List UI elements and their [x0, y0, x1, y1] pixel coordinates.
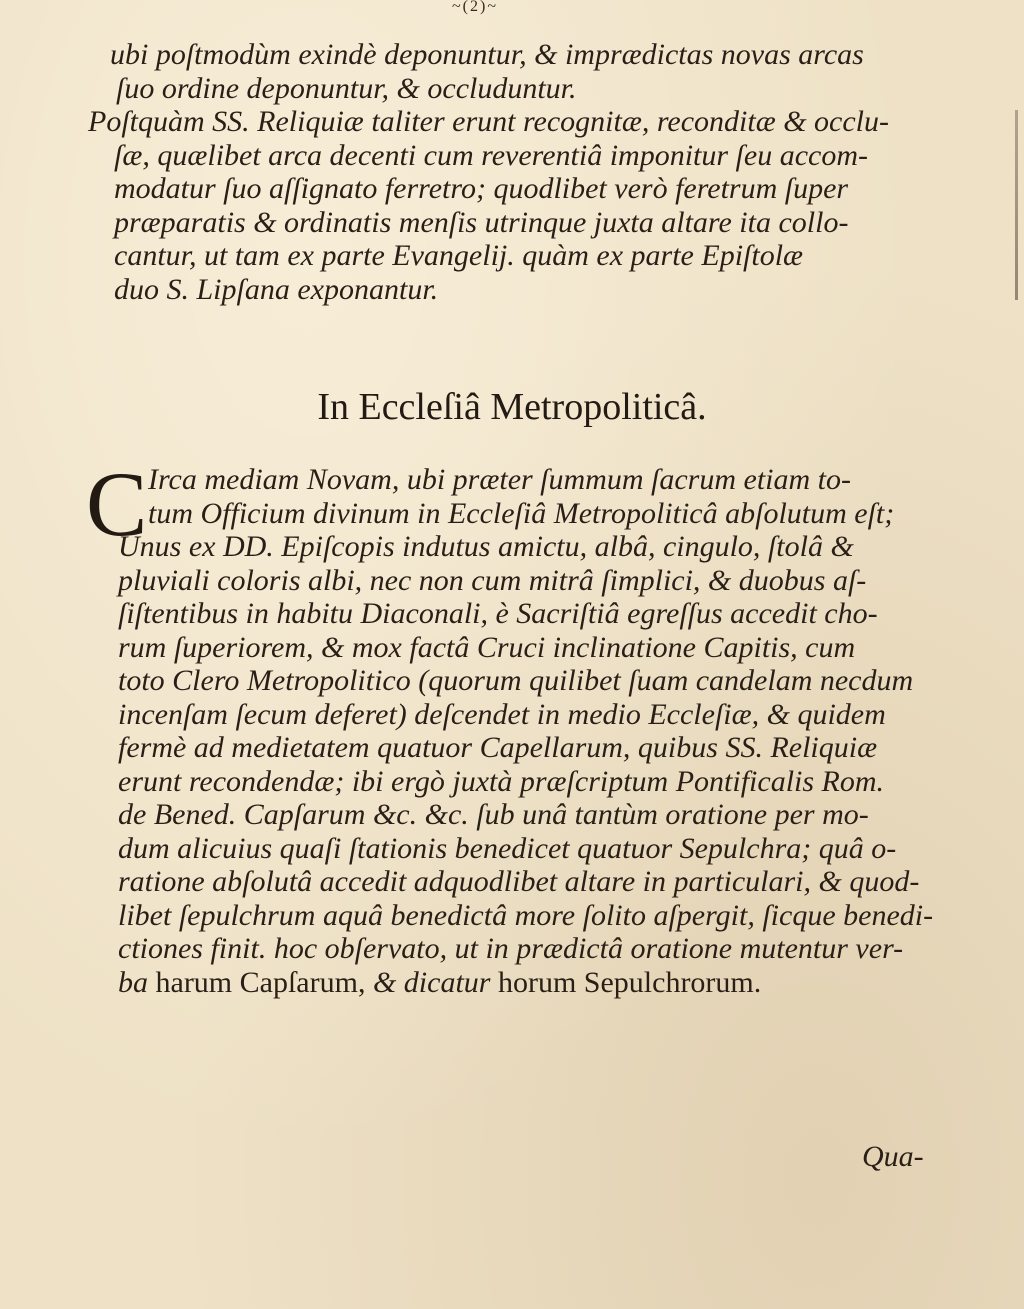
- text-line: fermè ad medietatem quatuor Capellarum, quibus SS. Reliquiæ: [118, 731, 878, 764]
- section-heading: In Eccleſiâ Metropoliticâ.: [317, 386, 707, 428]
- drop-capital: C: [86, 453, 148, 555]
- text-line: duo S. Lipſana exponantur.: [114, 272, 439, 306]
- text-fragment: dicatur: [403, 965, 491, 999]
- text-fragment-roman: harum Capſarum,: [155, 965, 366, 999]
- text-fragment: &: [372, 965, 397, 999]
- text-line: ubi poſtmodùm exindè deponuntur, & imprædictas novas arcas: [110, 38, 864, 71]
- text-line: præparatis & ordinatis menſis utrinque juxta altare ita collo-: [114, 205, 849, 239]
- text-line: modatur ſuo aſſignato ferretro; quodlibet verò feretrum ſuper: [114, 172, 849, 205]
- paragraph-main-start: [148, 463, 968, 530]
- text-line: de Bened. Capſarum &c. &c. ſub unâ tantùm oratione per mo-: [118, 798, 869, 831]
- text-line: ſuo ordine deponuntur, & occluduntur.: [116, 71, 577, 105]
- text-line: rum ſuperiorem, & mox factâ Cruci inclinatione Capitis, cum: [118, 630, 856, 664]
- text-line-last: [118, 966, 968, 1000]
- text-fragment-roman: horum Sepulchrorum.: [497, 965, 762, 999]
- text-line: libet ſepulchrum aquâ benedictâ more ſolito aſpergit, ſicque benedi-: [118, 898, 934, 932]
- text-line: Poſtquàm SS. Reliquiæ taliter erunt recognitæ, reconditæ & occlu-: [88, 105, 890, 138]
- page-edge-shadow: [1015, 110, 1018, 300]
- text-line: ſiſtentibus in habitu Diaconali, è Sacriſtiâ egreſſus accedit cho-: [118, 597, 878, 630]
- text-line: Unus ex DD. Epiſcopis indutus amictu, albâ, cingulo, ſtolâ &: [118, 530, 854, 563]
- text-line: cantur, ut tam ex parte Evangelij. quàm ex parte Epiſtolæ: [114, 239, 804, 272]
- text-line: dum alicuius quaſi ſtationis benedicet quatuor Sepulchra; quâ o-: [118, 831, 897, 865]
- text-fragment: ba: [118, 965, 148, 999]
- text-line: Irca mediam Novam, ubi præter ſummum ſacrum etiam to-: [148, 463, 851, 496]
- text-line: erunt recondendæ; ibi ergò juxtà præſcriptum Pontificalis Rom.: [118, 764, 885, 798]
- paragraph-top: [88, 38, 960, 306]
- text-line: ſæ, quælibet arca decenti cum reverentiâ imponitur ſeu accom-: [114, 138, 868, 172]
- catchword: Qua-: [862, 1140, 924, 1173]
- text-line: toto Clero Metropolitico (quorum quilibet ſuam candelam necdum: [118, 664, 914, 697]
- text-line: ratione abſolutâ accedit adquodlibet altare in particulari, & quod-: [118, 865, 920, 898]
- text-line: pluviali coloris albi, nec non cum mitrâ ſimplici, & duobus aſ-: [118, 563, 867, 597]
- text-line: ctiones finit. hoc obſervato, ut in prædictâ oratione mutentur ver-: [118, 932, 904, 965]
- text-line: tum Officium divinum in Eccleſiâ Metropoliticâ abſolutum eſt;: [148, 496, 895, 530]
- text-line: incenſam ſecum deferet) deſcendet in medio Eccleſiæ, & quidem: [118, 697, 886, 731]
- paragraph-main: [118, 530, 968, 999]
- header-ornament: ~(2)~: [452, 0, 498, 15]
